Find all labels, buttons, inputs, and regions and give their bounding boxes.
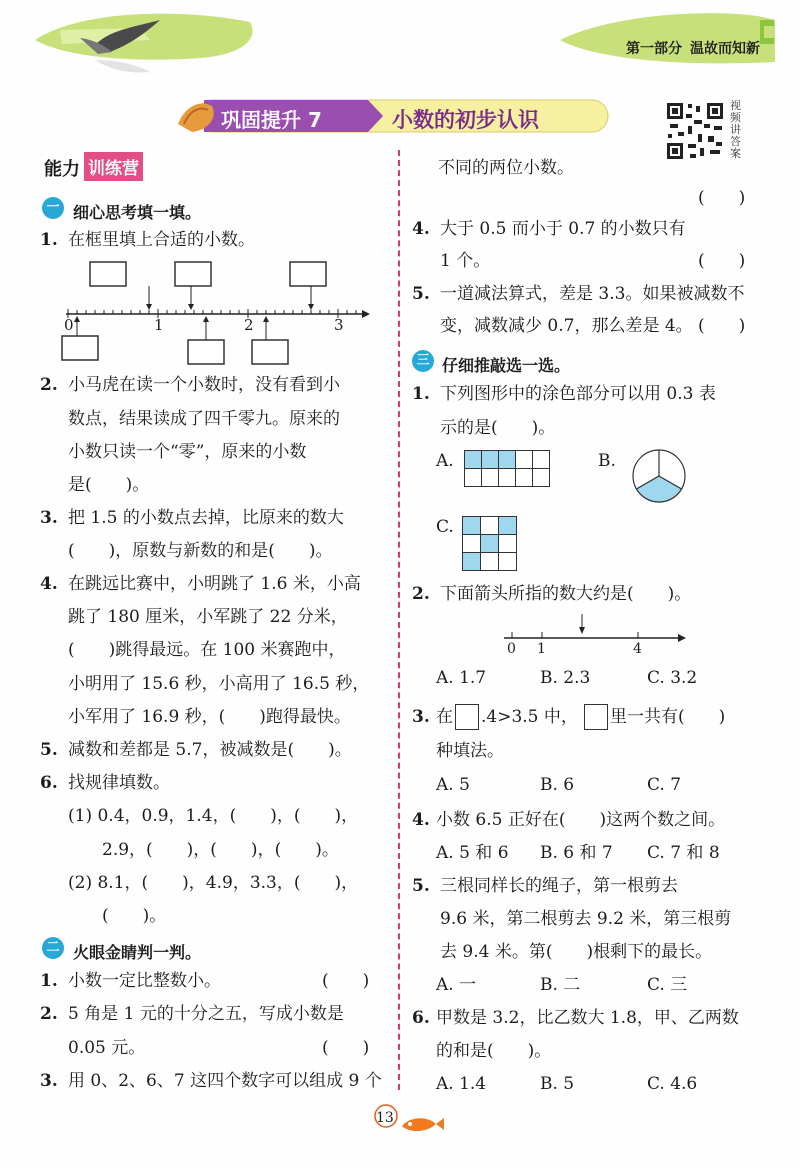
option-text[interactable]: A. 5 bbox=[436, 775, 470, 795]
q-number: 3. bbox=[40, 508, 58, 528]
question-text: 下面箭头所指的数大约是( )。 bbox=[440, 584, 692, 604]
section-badge: 三 bbox=[412, 350, 434, 372]
question-text: 小数只读一个“零”，原来的小数 bbox=[68, 442, 307, 462]
question-text: ( )跳得最远。在 100 米赛跑中， bbox=[68, 640, 346, 660]
question-text: 在框里填上合适的小数。 bbox=[68, 230, 255, 250]
question-text: 数点，结果读成了四千零九。原来的 bbox=[68, 409, 340, 429]
question-text: 变，减数减少 0.7，那么差是 4。 bbox=[440, 316, 693, 336]
tick-label: 0 bbox=[64, 316, 74, 334]
question-text: 2.9，( )，( )，( )。 bbox=[102, 840, 339, 860]
question-text: 在跳远比赛中，小明跳了 1.6 米，小高 bbox=[68, 574, 361, 594]
page-number: 13 bbox=[376, 1110, 394, 1126]
question-text: 大于 0.5 而小于 0.7 的小数只有 bbox=[440, 219, 686, 239]
option-b-circle[interactable] bbox=[626, 448, 692, 504]
q-number: 2. bbox=[40, 1004, 58, 1024]
tick-label: 0 bbox=[507, 641, 516, 657]
column-divider bbox=[398, 150, 400, 1090]
tick-label: 1 bbox=[537, 641, 546, 657]
question-text: 把 1.5 的小数点去掉，比原来的数大 bbox=[68, 508, 344, 528]
option-text[interactable]: C. 3.2 bbox=[647, 668, 698, 688]
section-badge: 二 bbox=[42, 937, 64, 959]
ability-label: 能力 bbox=[44, 159, 80, 180]
q-number: 1. bbox=[412, 384, 430, 404]
option-text[interactable]: B. 6 和 7 bbox=[540, 843, 613, 863]
part-subtitle: 温故而知新 bbox=[690, 41, 760, 57]
ability-tag: 训练营 bbox=[84, 152, 143, 181]
q-number: 1. bbox=[40, 230, 58, 250]
q-number: 2. bbox=[412, 584, 430, 604]
q-number: 2. bbox=[40, 375, 58, 395]
option-text[interactable]: A. 1.7 bbox=[436, 668, 487, 688]
question-text: 不同的两位小数。 bbox=[438, 158, 574, 178]
answer-paren[interactable]: ( ) bbox=[698, 188, 746, 208]
option-label: A. bbox=[436, 451, 454, 471]
option-text[interactable]: A. 一 bbox=[436, 975, 477, 995]
option-text[interactable]: A. 5 和 6 bbox=[436, 843, 509, 863]
question-text: 用 0、2、6、7 这四个数字可以组成 9 个 bbox=[68, 1071, 382, 1091]
blank-box[interactable] bbox=[455, 704, 479, 730]
question-text: (1) 0.4，0.9，1.4，( )，( )， bbox=[68, 806, 359, 826]
option-text[interactable]: C. 4.6 bbox=[647, 1074, 698, 1094]
section-title: 仔细推敲选一选。 bbox=[442, 356, 571, 375]
question-text: 里一共有( ) bbox=[610, 707, 726, 727]
question-text: 在 bbox=[436, 707, 453, 727]
option-text[interactable]: C. 7 bbox=[647, 775, 682, 795]
question-text: 甲数是 3.2，比乙数大 1.8，甲、乙两数 bbox=[436, 1008, 739, 1028]
q-number: 5. bbox=[40, 740, 58, 760]
question-text: 是( )。 bbox=[68, 475, 150, 495]
tick-label: 3 bbox=[334, 316, 344, 334]
question-text: 三根同样长的绳子，第一根剪去 bbox=[440, 876, 678, 896]
number-line-1 bbox=[60, 258, 370, 368]
q-number: 4. bbox=[412, 810, 430, 830]
question-text: 0.05 元。 bbox=[68, 1038, 146, 1058]
section-badge: 一 bbox=[42, 197, 64, 219]
q-number: 3. bbox=[412, 707, 430, 727]
question-text: 小马虎在读一个小数时，没有看到小 bbox=[68, 375, 340, 395]
qr-label: 视频讲答案 bbox=[730, 99, 741, 160]
q-number: 6. bbox=[40, 773, 58, 793]
option-text[interactable]: C. 三 bbox=[647, 975, 688, 995]
question-text: ( )，原数与新数的和是( )。 bbox=[68, 541, 333, 561]
q-number: 5. bbox=[412, 284, 430, 304]
q-number: 3. bbox=[40, 1071, 58, 1091]
answer-paren[interactable]: ( ) bbox=[322, 971, 370, 991]
option-text[interactable]: B. 二 bbox=[540, 975, 581, 995]
qr-code-icon[interactable] bbox=[664, 100, 726, 162]
question-text: 小明用了 15.6 秒，小高用了 16.5 秒， bbox=[68, 674, 370, 694]
answer-paren[interactable]: ( ) bbox=[322, 1038, 370, 1058]
question-text: 一道减法算式，差是 3.3。如果被减数不 bbox=[440, 284, 745, 304]
option-label: C. bbox=[436, 517, 454, 537]
question-text: 小军用了 16.9 秒，( )跑得最快。 bbox=[68, 707, 351, 727]
question-text: 减数和差都是 5.7，被减数是( )。 bbox=[68, 740, 352, 760]
question-text: 示的是( )。 bbox=[440, 418, 556, 438]
q-number: 6. bbox=[412, 1008, 430, 1028]
section-title: 火眼金睛判一判。 bbox=[73, 943, 202, 962]
question-text: 5 角是 1 元的十分之五，写成小数是 bbox=[68, 1004, 344, 1024]
option-label: B. bbox=[598, 451, 616, 471]
question-text: 跳了 180 厘米，小军跳了 22 分米， bbox=[68, 607, 348, 627]
option-c-grid[interactable] bbox=[462, 516, 518, 572]
tick-label: 2 bbox=[244, 316, 254, 334]
q-number: 1. bbox=[40, 971, 58, 991]
question-text: .4>3.5 中， bbox=[481, 707, 578, 727]
lesson-title: 小数的初步认识 bbox=[392, 108, 539, 132]
section-title: 细心思考填一填。 bbox=[73, 203, 202, 222]
question-text: 下列图形中的涂色部分可以用 0.3 表 bbox=[440, 384, 716, 404]
option-text[interactable]: C. 7 和 8 bbox=[647, 843, 720, 863]
tick-label: 1 bbox=[154, 316, 164, 334]
lesson-label: 巩固提升 7 bbox=[221, 108, 322, 132]
question-text: 的和是( )。 bbox=[436, 1041, 552, 1061]
option-text[interactable]: B. 5 bbox=[540, 1074, 575, 1094]
question-text: 小数一定比整数小。 bbox=[68, 971, 221, 991]
question-text: 9.6 米，第二根剪去 9.2 米，第三根剪 bbox=[440, 909, 732, 929]
question-text: 1 个。 bbox=[440, 251, 491, 271]
part-label bbox=[618, 38, 760, 58]
number-line-2 bbox=[500, 612, 686, 648]
q-number: 4. bbox=[412, 219, 430, 239]
answer-paren[interactable]: ( ) bbox=[698, 316, 746, 336]
question-text: 找规律填数。 bbox=[68, 773, 170, 793]
option-text[interactable]: B. 2.3 bbox=[540, 668, 591, 688]
question-text: 小数 6.5 正好在( )这两个数之间。 bbox=[436, 810, 726, 830]
blank-box[interactable] bbox=[584, 704, 608, 730]
question-text: 种填法。 bbox=[436, 741, 504, 761]
option-text[interactable]: B. 6 bbox=[540, 775, 575, 795]
question-text: ( )。 bbox=[102, 906, 167, 926]
option-a-grid[interactable] bbox=[464, 450, 552, 488]
part-name: 第一部分 bbox=[626, 41, 682, 57]
question-text: (2) 8.1，( )，4.9，3.3，( )， bbox=[68, 873, 359, 893]
question-text: 去 9.4 米。第( )根剩下的最长。 bbox=[440, 942, 713, 962]
tick-label: 4 bbox=[633, 641, 642, 657]
q-number: 5. bbox=[412, 876, 430, 896]
q-number: 4. bbox=[40, 574, 58, 594]
option-text[interactable]: A. 1.4 bbox=[436, 1074, 487, 1094]
answer-paren[interactable]: ( ) bbox=[698, 251, 746, 271]
